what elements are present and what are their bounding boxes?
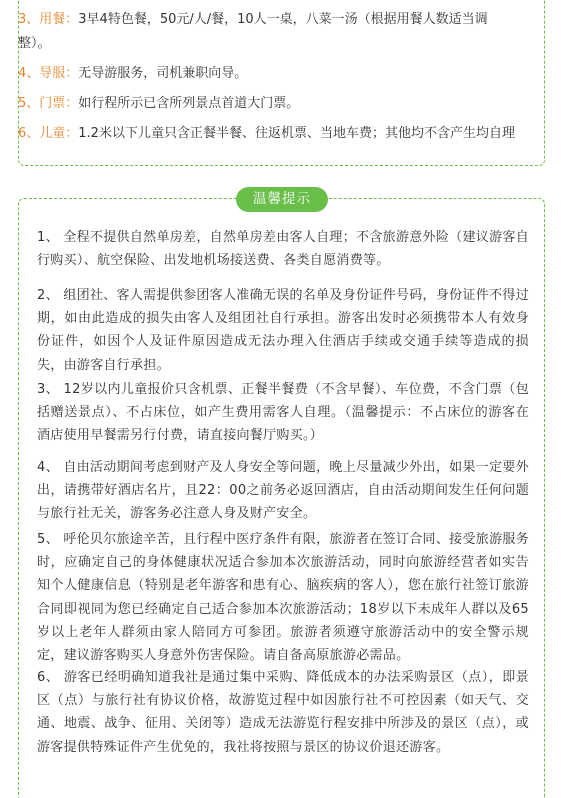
fee-item-text: 1.2米以下儿童只含正餐半餐、往返机票、当地车费；其他均不含产生均自理 (78, 126, 515, 141)
tips-title: 温馨提示 (236, 187, 328, 212)
fee-item-guide (18, 62, 518, 86)
tip-item-6: 6、 游客已经明确知道我社是通过集中采购、降低成本的办法采购景区（点），即景区（点）与旅行社有协议价格，故游览过程中如因旅行社不可控因素（如天气、交通、地震、战争、征用、关闭等）造成无法游览行程安排中所涉及的景区（点），或游客提供特殊证件产生优免的，我社将按照与景区的协议价退还游客。 (37, 670, 529, 755)
fee-item-text: 如行程所示已含所列景点首道大门票。 (78, 96, 300, 111)
fee-item-label: 4、导服： (18, 66, 79, 81)
fee-item-text: 3早4特色餐，50元/人/餐，10人一桌，八菜一汤（根据用餐人数适当调整）。 (18, 12, 488, 51)
fee-item-label: 6、儿童： (18, 126, 79, 141)
tip-item-5: 5、 呼伦贝尔旅途辛苦，且行程中医疗条件有限，旅游者在签订合同、接受旅游服务时，应确定自己的身体健康状况适合参加本次旅游活动，同时向旅游经营者如实告知个人健康信息（特别是老年游客和患有心、脑疾病的客人），您在旅行社签订旅游合同即视同为您已经确定自己适合参加本次旅游活动；18岁以下未成年人群以及65岁以上老年人群须由家人陪同方可参团。旅游者须遵守旅游活动中的安全警示规定，建议游客购买人身意外伤害保险。请自备高原旅游必需品。 (37, 532, 529, 664)
tip-item-3: 3、 12岁以内儿童报价只含机票、正餐半餐费（不含早餐）、车位费，不含门票（包括赠送景点）、不占床位，如产生费用需客人自理。（温馨提示：不占床位的游客在酒店使用早餐需另行付费，请直接向餐厅购买。） (37, 382, 529, 444)
fee-item-label: 3、用餐： (18, 12, 79, 27)
fee-item-label: 5、门票： (18, 96, 79, 111)
fee-item-meals (18, 8, 518, 56)
tip-item-4: 4、 自由活动期间考虑到财产及人身安全等问题，晚上尽量减少外出，如果一定要外出，请携带好酒店名片，且22：00之前务必返回酒店，自由活动期间发生任何问题与旅行社无关，游客务必注意人身及财产安全。 (37, 460, 529, 522)
tip-item-2: 2、 组团社、客人需提供参团客人准确无误的名单及身份证件号码，身份证件不得过期，如由此造成的损失由客人及组团社自行承担。游客出发时必须携带本人有效身份证件，如因个人及证件原因造成无法办理入住酒店手续或交通手续等造成的损失，由游客自行承担。 (37, 288, 529, 373)
fee-item-children (18, 122, 518, 146)
fee-item-tickets (18, 92, 518, 116)
tip-item-1: 1、 全程不提供自然单房差，自然单房差由客人自理；不含旅游意外险（建议游客自行购买）、航空保险、出发地机场接送费、各类自愿消费等。 (37, 230, 529, 269)
fee-item-text: 无导游服务，司机兼职向导。 (78, 66, 248, 81)
